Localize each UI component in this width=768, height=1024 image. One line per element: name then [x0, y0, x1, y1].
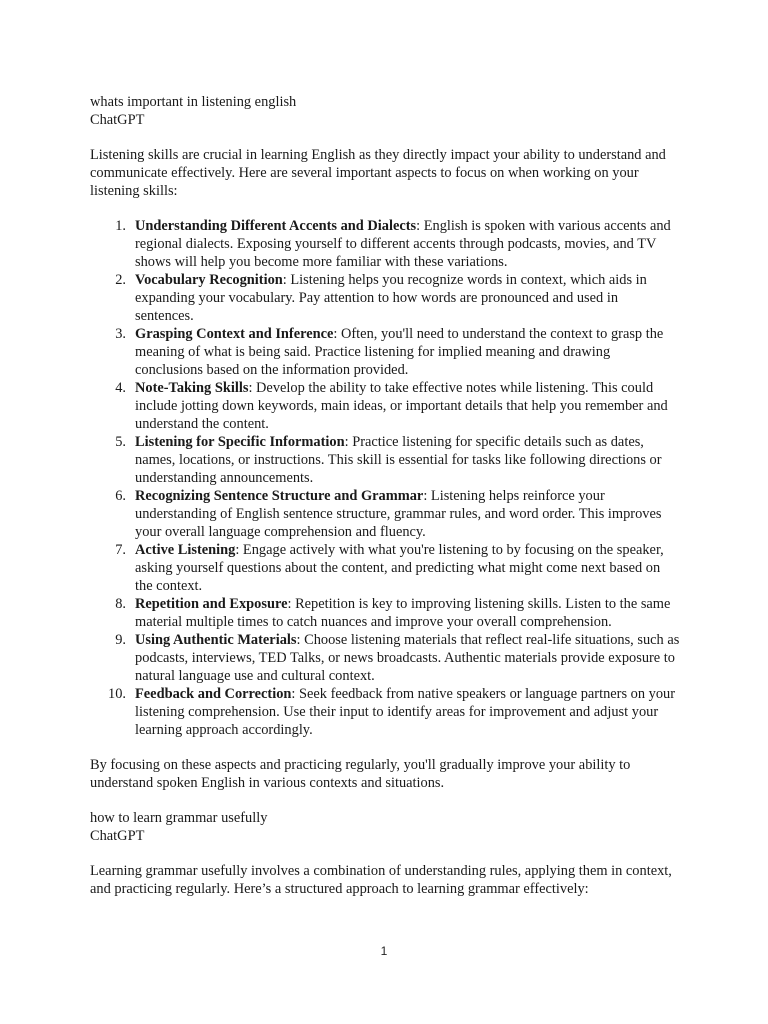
- list-item: [90, 487, 680, 541]
- listening-aspects-list: [90, 217, 680, 739]
- list-item: [90, 325, 680, 379]
- question-heading: [90, 93, 680, 129]
- list-item-text: : Repetition is key to improving listening skills. Listen to the same material multiple times to catch nuances and improve your overall comprehension.: [135, 596, 671, 630]
- page-number: 1: [380, 944, 388, 958]
- author-label: ChatGPT: [90, 112, 145, 128]
- list-item-term: Recognizing Sentence Structure and Grammar: [135, 488, 424, 504]
- question-heading-2: [90, 809, 680, 845]
- list-item: [90, 271, 680, 325]
- list-item-text: : English is spoken with various accents and regional dialects. Exposing yourself to different accents through podcasts, movies, and TV shows will help you become more familiar with these variations.: [135, 218, 671, 270]
- list-item-term: Grasping Context and Inference: [135, 326, 334, 342]
- list-item-term: Vocabulary Recognition: [135, 272, 283, 288]
- intro-paragraph: Listening skills are crucial in learning English as they directly impact your ability to understand and communicate effectively. Here are several important aspects to focus on when working on your listening skills:: [90, 147, 666, 199]
- list-item-text: : Listening helps reinforce your understanding of English sentence structure, grammar rules, and word order. This improves your overall language comprehension and fluency.: [135, 488, 662, 540]
- list-item: [90, 595, 680, 631]
- document-body: [90, 93, 680, 915]
- list-item-text: : Choose listening materials that reflect real-life situations, such as podcasts, interviews, TED Talks, or news broadcasts. Authentic materials provide exposure to natural language use and cultural context.: [135, 632, 680, 684]
- list-item-number: 5.: [115, 434, 126, 450]
- list-item-text: : Develop the ability to take effective notes while listening. This could include jotting down keywords, main ideas, or important details that help you remember and understand the content.: [135, 380, 668, 432]
- grammar-intro-paragraph: Learning grammar usefully involves a combination of understanding rules, applying them in context, and practicing regularly. Here’s a structured approach to learning grammar effectively:: [90, 863, 672, 897]
- list-item-term: Feedback and Correction: [135, 686, 292, 702]
- author-label-2: ChatGPT: [90, 828, 145, 844]
- list-item: [90, 433, 680, 487]
- list-item: [90, 541, 680, 595]
- user-prompt-2: how to learn grammar usefully: [90, 810, 268, 826]
- list-item-number: 7.: [115, 542, 126, 558]
- list-item-term: Note-Taking Skills: [135, 380, 249, 396]
- conclusion-paragraph: By focusing on these aspects and practicing regularly, you'll gradually improve your ability to understand spoken English in various contexts and situations.: [90, 757, 631, 791]
- list-item-number: 3.: [115, 326, 126, 342]
- list-item-text: : Listening helps you recognize words in context, which aids in expanding your vocabulary. Pay attention to how words are pronounced and used in sentences.: [135, 272, 647, 324]
- list-item-text: : Often, you'll need to understand the context to grasp the meaning of what is being said. Practice listening for implied meaning and drawing conclusions based on the information provided.: [135, 326, 664, 378]
- list-item: [90, 631, 680, 685]
- list-item-text: : Seek feedback from native speakers or language partners on your listening comprehension. Use their input to identify areas for improvement and adjust your learning approach accordingly.: [135, 686, 676, 738]
- list-item: [90, 217, 680, 271]
- list-item-term: Listening for Specific Information: [135, 434, 345, 450]
- list-item-number: 1.: [115, 218, 126, 234]
- list-item-number: 9.: [115, 632, 126, 648]
- list-item-number: 8.: [115, 596, 126, 612]
- list-item-term: Understanding Different Accents and Dialects: [135, 218, 417, 234]
- list-item-number: 4.: [115, 380, 126, 396]
- list-item: [90, 685, 680, 739]
- list-item-text: : Practice listening for specific details such as dates, names, locations, or instructions. This skill is essential for tasks like following directions or understanding announcements.: [135, 434, 662, 486]
- list-item-number: 10.: [108, 686, 126, 702]
- list-item: [90, 379, 680, 433]
- user-prompt: whats important in listening english: [90, 94, 297, 110]
- list-item-term: Active Listening: [135, 542, 236, 558]
- list-item-text: : Engage actively with what you're listening to by focusing on the speaker, asking yourself questions about the content, and predicting what might come next based on the context.: [135, 542, 664, 594]
- list-item-term: Repetition and Exposure: [135, 596, 288, 612]
- list-item-number: 2.: [115, 272, 126, 288]
- list-item-term: Using Authentic Materials: [135, 632, 297, 648]
- list-item-number: 6.: [115, 488, 126, 504]
